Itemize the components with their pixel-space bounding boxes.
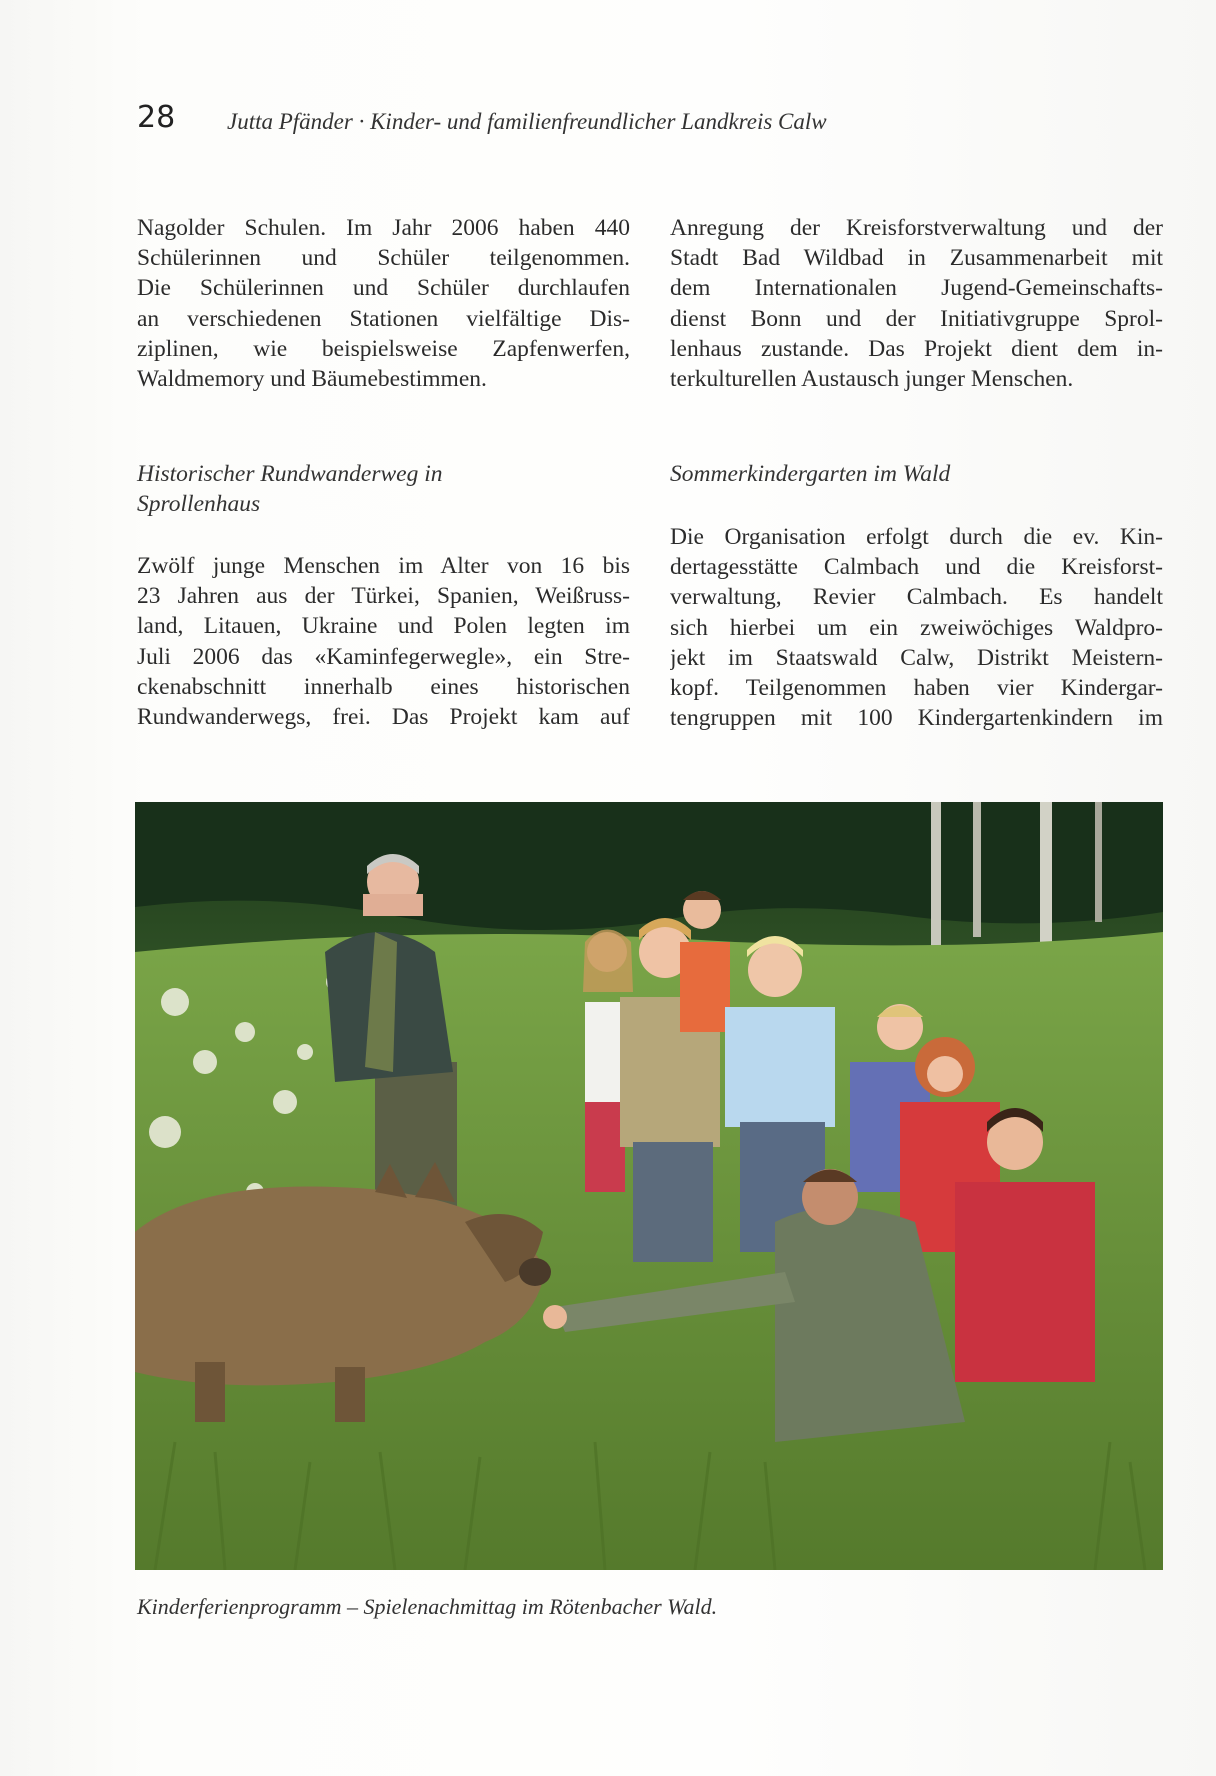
text-line: dienst Bonn und der Initiativgruppe Sprol-	[670, 305, 1163, 332]
text-line: Schülerinnen und Schüler teilgenommen.	[137, 245, 630, 272]
text-line: sich hierbei um ein zweiwöchiges Waldpro-	[670, 614, 1163, 641]
text-line: Die Schülerinnen und Schüler durchlaufen	[137, 275, 630, 302]
text-line: dertagesstätte Calmbach und die Kreisforst-	[670, 554, 1163, 581]
section-heading-sommerkindergarten: Sommerkindergarten im Wald	[670, 461, 951, 487]
text-line: verwaltung, Revier Calmbach. Es handelt	[670, 584, 1163, 611]
text-line: Zwölf junge Menschen im Alter von 16 bis	[137, 553, 630, 579]
text-line: 23 Jahren aus der Türkei, Spanien, Weißruss-	[137, 583, 630, 610]
right-paragraph-2	[670, 522, 1163, 733]
text-line: terkulturellen Austausch junger Menschen.	[670, 365, 1074, 392]
heading-line: Historischer Rundwanderweg in	[137, 461, 443, 487]
section-heading-rundwanderweg	[137, 459, 630, 519]
text-line: tengruppen mit 100 Kindergartenkindern im	[670, 705, 1163, 732]
text-line: Waldmemory und Bäumebestimmen.	[137, 365, 487, 392]
running-head	[137, 100, 1137, 144]
left-paragraph-2	[137, 551, 630, 732]
running-title: Jutta Pfänder · Kinder- und familienfreundlicher Landkreis Calw	[227, 109, 827, 134]
text-line: Rundwanderwegs, frei. Das Projekt kam auf	[137, 703, 630, 730]
text-line: ziplinen, wie beispielsweise Zapfenwerfen,	[137, 335, 630, 362]
forest-scene-illustration	[135, 802, 1163, 1570]
forest-photo	[135, 802, 1163, 1570]
text-line: an verschiedenen Stationen vielfältige Dis-	[137, 305, 630, 332]
left-paragraph-1	[137, 213, 630, 394]
text-line: Die Organisation erfolgt durch die ev. Kin-	[670, 524, 1163, 550]
text-line: jekt im Staatswald Calw, Distrikt Meistern-	[670, 644, 1163, 671]
heading-line: Sprollenhaus	[137, 491, 261, 517]
text-line: Nagolder Schulen. Im Jahr 2006 haben 440	[137, 215, 630, 241]
photo-caption: Kinderferienprogramm – Spielenachmittag im Rötenbacher Wald.	[137, 1594, 718, 1619]
text-line: lenhaus zustande. Das Projekt dient dem in-	[670, 335, 1163, 362]
right-paragraph-1	[670, 213, 1163, 394]
text-line: dem Internationalen Jugend-Gemeinschafts-	[670, 275, 1163, 302]
text-line: Anregung der Kreisforstverwaltung und der	[670, 215, 1163, 241]
text-line: kopf. Teilgenommen haben vier Kindergar-	[670, 674, 1163, 701]
text-line: Juli 2006 das «Kaminfegerwegle», ein Stre-	[137, 643, 630, 670]
text-line: land, Litauen, Ukraine und Polen legten im	[137, 613, 630, 640]
page-number: 28	[137, 100, 176, 135]
text-line: Stadt Bad Wildbad in Zusammenarbeit mit	[670, 245, 1163, 272]
text-line: ckenabschnitt innerhalb eines historischen	[137, 673, 630, 700]
